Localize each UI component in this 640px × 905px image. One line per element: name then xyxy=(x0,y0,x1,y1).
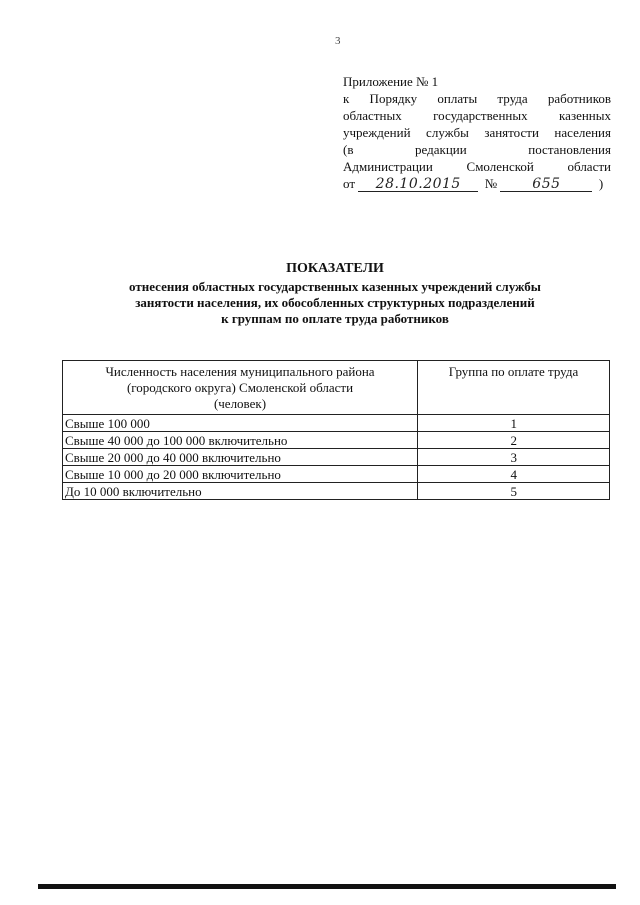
handwritten-date: 28.10.2015 xyxy=(358,177,478,192)
appendix-title: Приложение № 1 xyxy=(343,74,439,89)
appendix-line-2: областных государственных казенных xyxy=(343,108,611,123)
document-heading xyxy=(60,260,610,327)
document-subtitle-1: отнесения областных государственных казенных учреждений службы xyxy=(129,279,541,294)
group-cell: 5 xyxy=(418,483,610,500)
appendix-block xyxy=(343,73,611,192)
group-cell: 3 xyxy=(418,449,610,466)
footer-rule xyxy=(38,884,616,889)
table-row xyxy=(63,449,610,466)
header-group: Группа по оплате труда xyxy=(418,361,610,415)
table-row xyxy=(63,432,610,449)
header-population-line-1: Численность населения муниципального района xyxy=(105,364,375,379)
appendix-line-4: (в редакции постановления xyxy=(343,142,611,157)
group-cell: 1 xyxy=(418,415,610,432)
appendix-line-3: учреждений службы занятости населения xyxy=(343,125,611,140)
appendix-line-1: к Порядку оплаты труда работников xyxy=(343,91,611,106)
appendix-line-5: Администрации Смоленской области xyxy=(343,159,611,174)
date-number-line xyxy=(343,175,611,192)
indicators-table xyxy=(62,360,610,500)
handwritten-number: 655 xyxy=(500,177,592,192)
header-population-line-3: (человек) xyxy=(213,396,267,411)
population-cell: Свыше 10 000 до 20 000 включительно xyxy=(63,466,418,483)
group-cell: 2 xyxy=(418,432,610,449)
date-prefix: от xyxy=(343,176,356,191)
document-title: ПОКАЗАТЕЛИ xyxy=(286,261,384,276)
table-row xyxy=(63,483,610,500)
population-cell: Свыше 20 000 до 40 000 включительно xyxy=(63,449,418,466)
header-population xyxy=(63,361,418,415)
group-cell: 4 xyxy=(418,466,610,483)
number-prefix: № xyxy=(484,176,498,191)
header-population-line-2: (городского округа) Смоленской области xyxy=(126,380,354,395)
document-subtitle-2: занятости населения, их обособленных структурных подразделений xyxy=(135,295,535,310)
table-row xyxy=(63,466,610,483)
table-header-row xyxy=(63,361,610,415)
table-row xyxy=(63,415,610,432)
population-cell: Свыше 40 000 до 100 000 включительно xyxy=(63,432,418,449)
closing-paren: ) xyxy=(598,176,604,191)
document-subtitle-3: к группам по оплате труда работников xyxy=(221,311,449,326)
population-cell: До 10 000 включительно xyxy=(63,483,418,500)
population-cell: Свыше 100 000 xyxy=(63,415,418,432)
page-number: 3 xyxy=(335,35,341,47)
